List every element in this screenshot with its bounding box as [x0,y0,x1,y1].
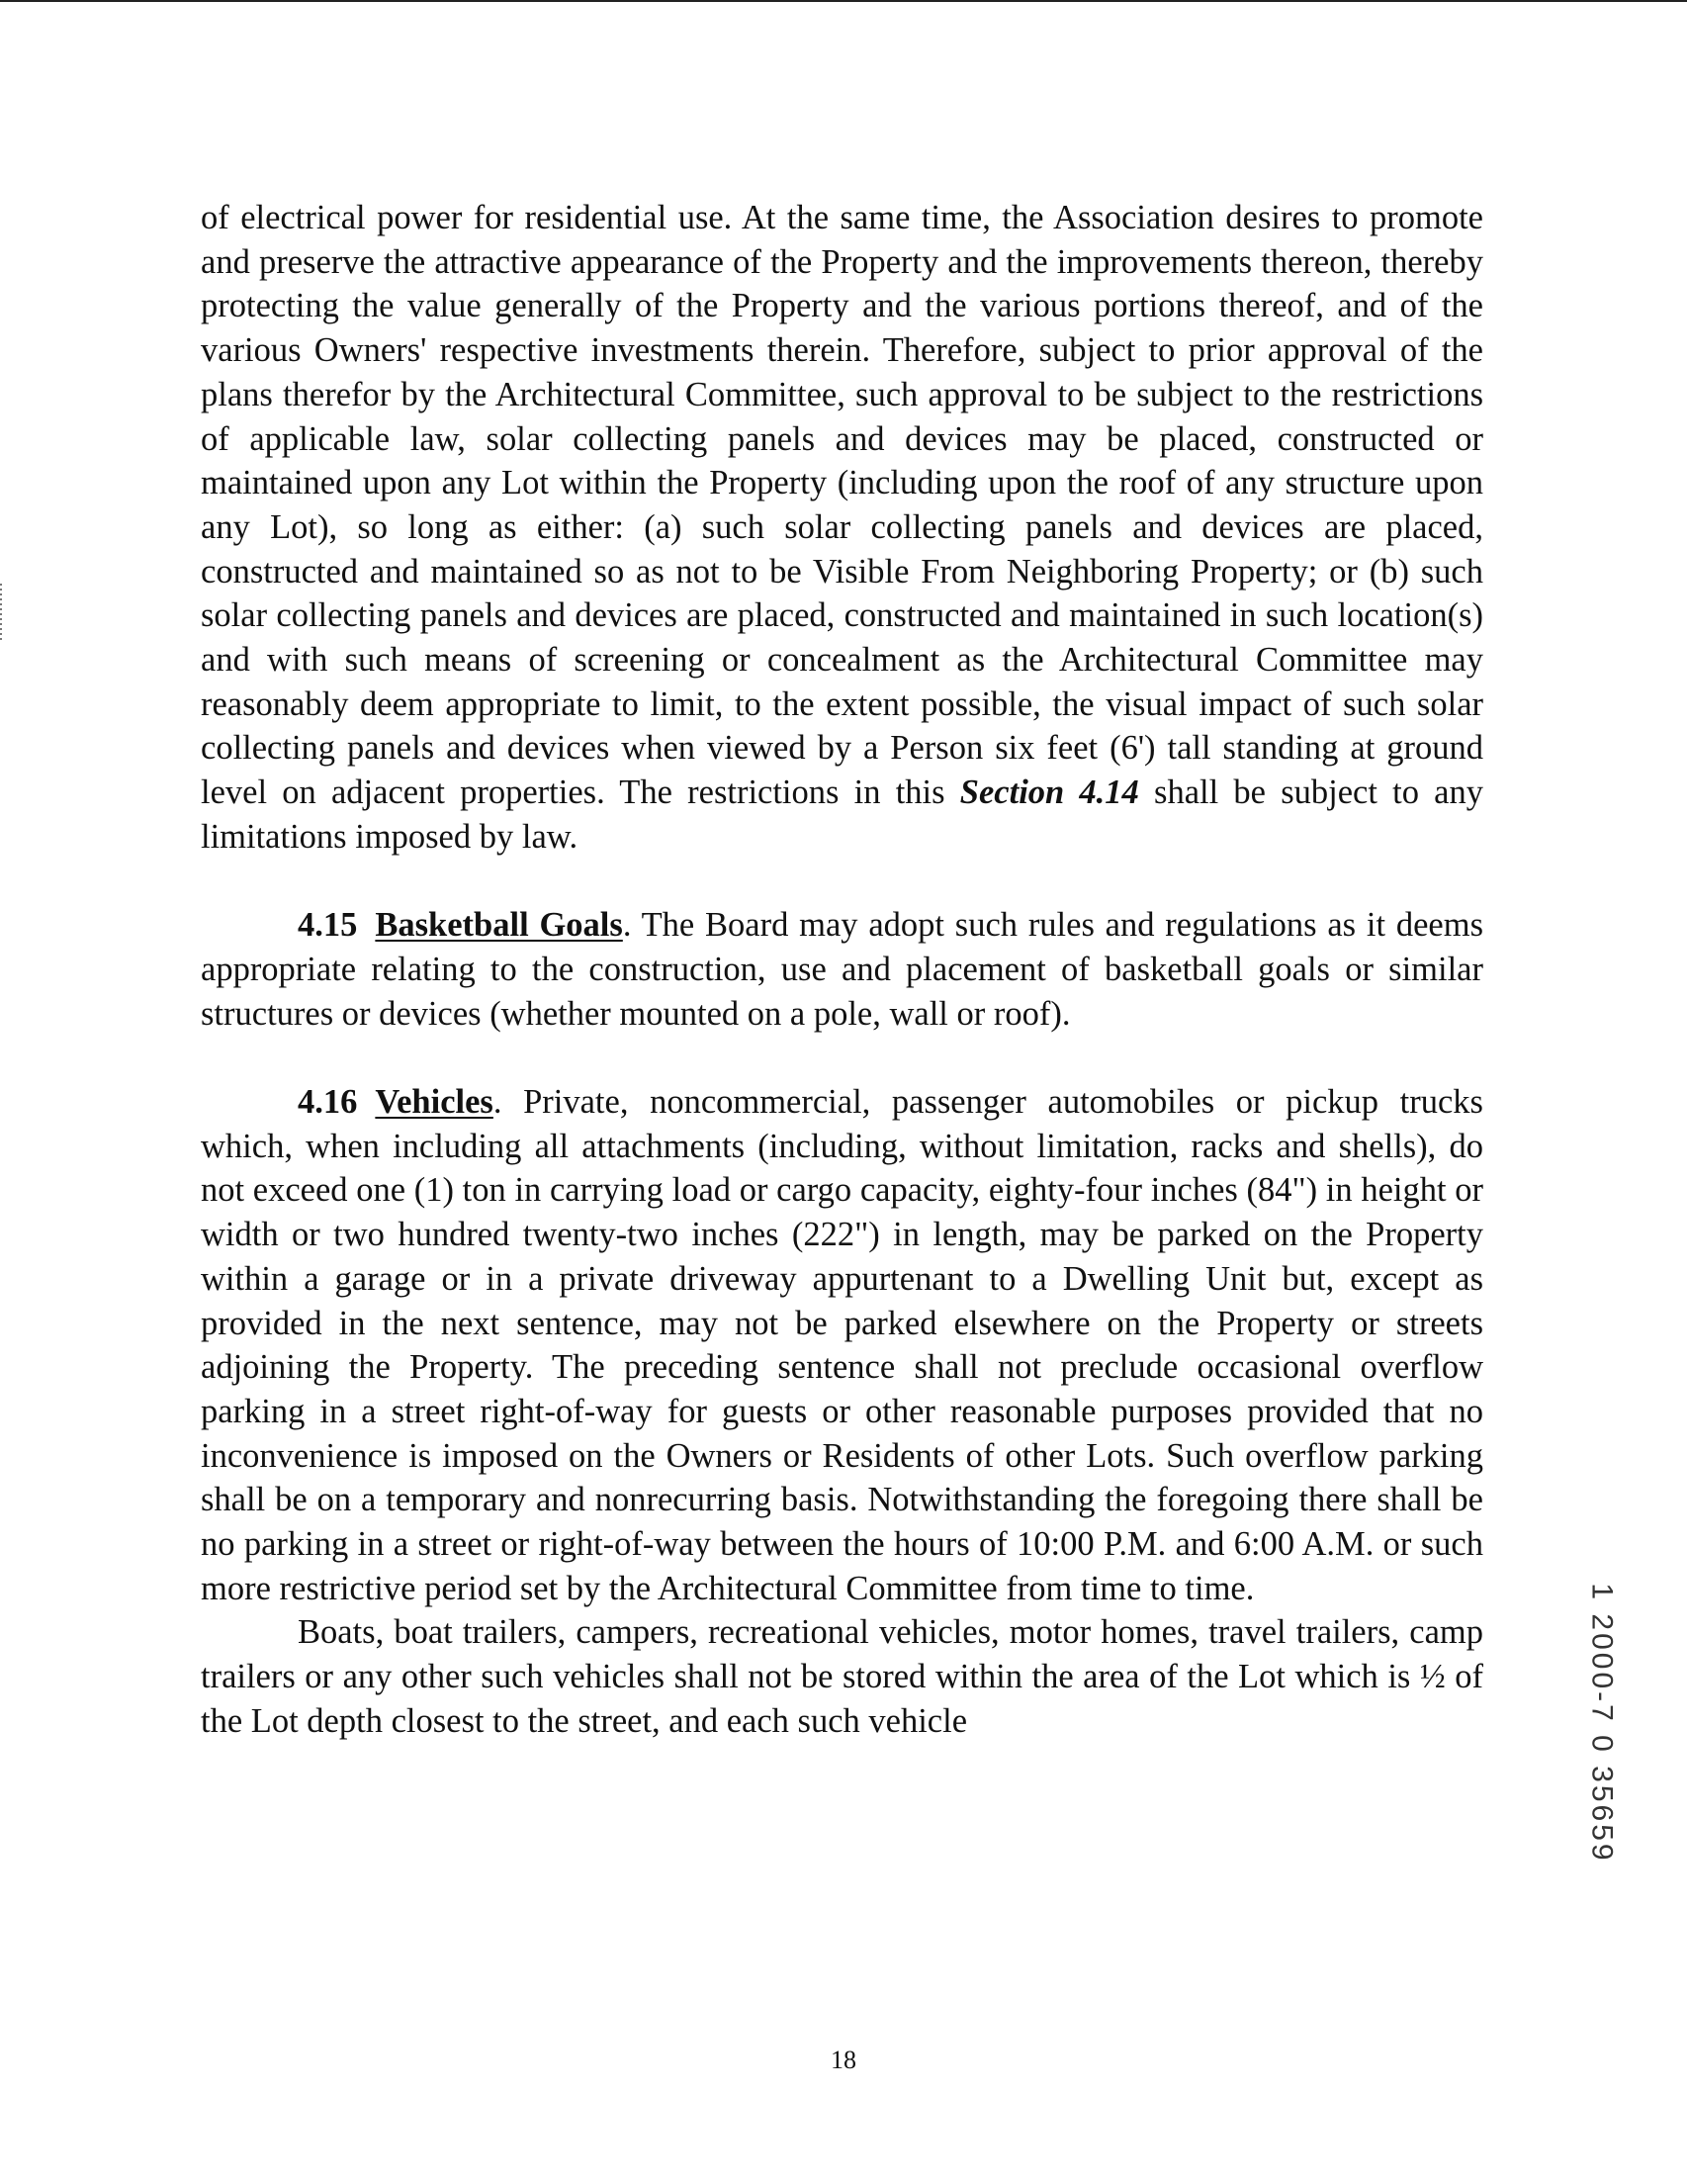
top-edge-rule [0,0,1687,2]
paragraph-text: of electrical power for residential use. At the same time, the Association desires to promote and preserve the attractive appearance of the Property and the improvements thereon, thereby protecting the value generally of the Property and the various portions thereof, and of the various Owners' respective investments therein. Therefore, subject to prior approval of the plans therefor by the Architectural Committee, such approval to be subject to the restrictions of applicable law, solar collecting panels and devices may be placed, constructed or maintained upon any Lot within the Property (including upon the roof of any structure upon any Lot), so long as either: (a) such solar collecting panels and devices are placed, constructed and maintained so as not to be Visible From Neighboring Property; or (b) such solar collecting panels and devices are placed, constructed and maintained in such location(s) and with such means of screening or concealment as the Architectural Committee may reasonably deem appropriate to limit, to the extent possible, the visual impact of such solar collecting panels and devices when viewed by a Person six feet (6') tall standing at ground level on adjacent properties. The restrictions in this [201,199,1483,812]
section-text: . The Board may adopt such rules and regulations as it deems appropriate relating to the construction, use and placement of basketball goals or similar structures or devices (whether mounted on a pole, wall or roof). [201,906,1484,1033]
section-reference: Section 4.14 [959,774,1139,812]
section-title: Basketball Goals [375,906,623,945]
section-number: 4.16 [298,1083,358,1122]
section-text: . Private, noncommercial, passenger automobiles or pickup trucks which, when including all attachments (including, without limitation, racks and shells), do not exceed one (1) ton in carrying load or cargo capacity, eighty-four inches (84") in height or width or two hundred twenty-two inches (222") in length, may be parked on the Property within a garage or in a private driveway appurtenant to a Dwelling Unit but, except as provided in the next sentence, may not be parked elsewhere on the Property or streets adjoining the Property. The preceding sentence shall not preclude occasional overflow parking in a street right-of-way for guests or other reasonable purposes provided that no inconvenience is imposed on the Owners or Residents of other Lots. Such overflow parking shall be on a temporary and nonrecurring basis. Notwithstanding the foregoing there shall be no parking in a street or right-of-way between the hours of 10:00 P.M. and 6:00 A.M. or such more restrictive period set by the Architectural Committee from time to time. [201,1083,1483,1607]
section-4-16 [201,1080,1483,1610]
recording-stamp [1582,1583,1622,1864]
recording-stamp-text: 1 2000-7 0 35659 [1586,1583,1619,1864]
paragraph-text: shall be subject to any limitations imposed by law. [201,774,1483,856]
left-margin-mark [0,584,2,643]
section-title: Vehicles [375,1083,493,1122]
page-number: 18 [831,2046,856,2074]
section-number: 4.15 [298,906,358,945]
document-body [201,196,1483,1744]
section-4-15 [201,903,1483,1036]
section-4-16-continuation: Boats, boat trailers, campers, recreational vehicles, motor homes, travel trailers, camp trailers or any other such vehicles shall not be stored within the area of the Lot which is ½ of the Lot depth closest to the street, and each such vehicle [201,1613,1483,1740]
paragraph-solar-continuation [201,196,1483,860]
